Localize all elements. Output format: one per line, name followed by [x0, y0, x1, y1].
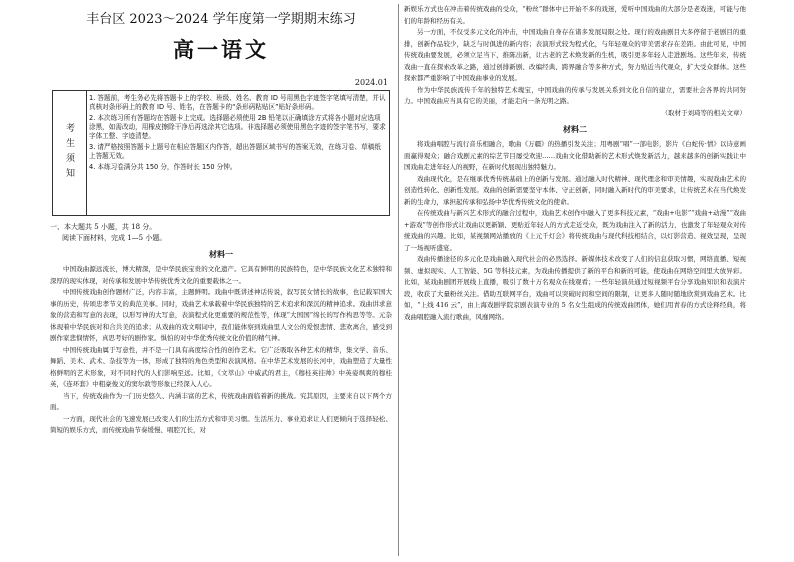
paragraph: 一方面，现代社会的飞速发展已改变人们的生活方式和审美习惯。生活压力、事业追求让人们更倾向于选择轻松、简短的娱乐方式，而传统戏曲节奏缓慢、唱腔冗长，对 [50, 414, 392, 434]
paragraph: 戏曲现代化，是在继承优秀传统基础上的创新与发展。通过融入时代精神、现代理念和审美情趣，实现戏曲艺术的创造性转化、创新性发展。戏曲的创新需要坚守本体、守正创新，同时融入新时代的审美要求，让传统艺术在当代焕发新的生命力，承担起传承和弘扬中华优秀传统文化的使命。 [404, 174, 746, 206]
exam-date: 2024.01 [354, 78, 388, 87]
candidate-notice-box [52, 90, 390, 216]
paragraph: 将戏曲唱腔与流行音乐相融合，歌曲《万疆》的热播引发关注；用粤剧“唱”一部电影，影片《白蛇传·情》以诗意画面赢得观众；融合戏剧元素的综艺节目屡受欢迎……戏曲文化借助新的艺术形式焕发新活力，越来越多的创新实践让中国戏曲走进年轻人的视野，在新时代展现出独特魅力。 [404, 140, 746, 171]
paragraph: 另一方面，不仅受多元文化的冲击，中国戏曲自身存在诸多发展局限之处。现行的戏曲剧目大多停留于老剧目的重排，创新作品较少，缺乏与时俱进的新内容；表演形式较为程式化，与年轻观众的审美需求存在差距。由此可见，中国传统戏曲要发展，必须立足当下，推陈出新，让古老的艺术焕发新的生机，吸引更多年轻人走进剧场。这些年来，传统戏曲一直在探索改革之路，通过创排新剧、改编经典、跨界融合等多种方式，努力贴近当代观众，扩大受众群体。这些探索都严重影响了中国戏曲事业的发展。 [404, 28, 746, 82]
paragraph: 中国传统戏曲创作题材广泛，内容丰富，主题鲜明。戏曲中既讲述神话传说，叙写民女情长的故事，也记载军国大事的历史，传颂忠孝节义的典范美事。同时，戏曲艺术承载着中华民族独特的艺术追求和深沉的精神追求。戏曲讲求意象的营造和写意的表现，以形写神的大写意，表演程式化更重要的规范性等，体现“大国国”绵长的写作构思等等。元杂体现着中华民族对和合共美的追求；从戏曲的戏文唱词中，我们能体察到戏曲里人文公的爱恨悲情、悲欢离合，感受到剧作家悲悯情怀，真思考好的剧作家。惧怕的对中华优秀传统文化价值的精气神。 [50, 288, 392, 342]
right-body [404, 4, 746, 323]
section-heading: 一、本大题共 5 小题，共 18 分。 [50, 223, 157, 231]
left-column [50, 0, 392, 562]
notice-item: 3. 请严格按照答题卡上题号在相应答题区内作答，超出答题区域书写的答案无效，在练习卷、草稿纸上答题无效。 [89, 142, 381, 161]
exam-title: 丰台区 2023～2024 学年度第一学期期末练习 [86, 12, 356, 27]
paragraph: 在传统戏曲与新兴艺术形式的融合过程中，戏曲艺术创作中融入了更多科技元素，“戏曲+电影”“戏曲+动漫”“戏曲+游戏”等创作形式让戏曲以更新颖、更贴近年轻人的方式走近受众，既为戏曲注入了新的活力，也激发了年轻观众对传统戏曲的兴趣。比如，某视频网站播放的《上元千灯会》将传统戏曲与现代科技相结合，以灯影营造、视效呈现，呈现了一场视听盛宴。 [404, 209, 746, 252]
source-attribution: （取材于刘琦等的相关文章） [661, 108, 746, 117]
notice-list [89, 94, 386, 173]
paragraph: 当下，传统戏曲作为一门历史悠久、内涵丰富的艺术，传统戏曲面临着新的挑战。究其原因，主要来自以下两个方面。 [50, 391, 392, 411]
notice-item: 1. 答题前，考生务必先将答题卡上的学校、班级、姓名、教育 ID 号用黑色字迹签字笔填写清楚，并认真核对条形码上的教育 ID 号、姓名，在答题卡的“条形码粘贴区”贴好条形码。 [89, 94, 386, 112]
notice-side-label [53, 91, 87, 215]
notice-side-text: 考生须知 [64, 123, 74, 183]
subject-title: 高一语文 [173, 37, 269, 62]
material-one-title: 材料一 [209, 249, 233, 259]
notice-item: 2. 本次练习所有答题均在答题卡上完成。选择题必须使用 2B 铅笔以正确填涂方式将各小题对应选项涂黑，如需改动，用橡皮擦除干净后再选涂其它选项。非选择题必须使用黑色字迹的签字笔书写，要求字体工整、字迹清楚。 [89, 113, 386, 141]
paragraph: 戏曲传播途径的多元化是戏曲融入现代社会的必然选择。新媒体技术改变了人们的信息获取习惯，网络直播、短视频、虚拟现实、人工智能、5G 等科技元素，为戏曲传播提供了新的平台和新的可能，使戏曲在网络空间里大放异彩。比如，某戏曲剧团开展线上直播，吸引了数十万名观众在线观看；一些年轻演员通过短视频平台分享戏曲知识和表演片段，收获了大量粉丝关注。借助互联网平台，戏曲可以突破时间和空间的限制，让更多人随时随地欣赏到戏曲艺术。比如，“上线 416 云”，由上海戏剧学院京剧表演专业的 5 名女生组成的传统戏曲团体，她们用青春的方式诠释经典，将戏曲唱腔融入流行歌曲，风靡网络。 [404, 255, 746, 321]
paragraph: 作为中华民族流传千年的独特艺术瑰宝，中国戏曲的传承与发展关系到文化自信的建立，需要社会各界的共同努力。中国戏曲应当具有它的美丽，才能走向一条光明之路。 [404, 85, 746, 105]
column-divider [398, 4, 399, 556]
paragraph: 中国传统戏曲属于写意性，并不是一门具有高度综合性的创作艺术。它广泛吸取各种艺术的精华，集文学、音乐、舞蹈、美术、武术、杂技等为一体，形成了独特的角色类型和表演风格。在中华艺术发展的长河中，戏曲塑造了大量性格鲜明的艺术形象，对不同时代的人们影响至远。比如，《文萃山》中威武的君主，《穆桂英挂帅》中英姿飒爽的穆桂英，《连环套》中粗豪俊义的窦尔敦等形象已经深入人心。 [50, 345, 392, 388]
section-instruction: 阅读下面材料，完成 1—5 小题。 [62, 234, 167, 242]
right-column [404, 0, 746, 562]
notice-item: 4. 本练习卷满分共 150 分，作答时长 150 分钟。 [89, 162, 237, 171]
paragraph: 新娱乐方式也在冲击着传统戏曲的受众，“粉丝”群体中已开始不多的戏迷，爱听中国戏曲的大部分是老戏迷，可能与他们的年龄和经历有关。 [404, 5, 746, 25]
left-body [50, 222, 392, 437]
material-two-title: 材料二 [563, 124, 587, 134]
paragraph: 中国戏曲源远流长，博大精深，是中华民族宝贵的文化遗产。它具有鲜明的民族特色，是中华民族文化艺术独特和深厚的现实体现，对传承和发展中华传统优秀文化的重要载体之一。 [50, 265, 392, 285]
